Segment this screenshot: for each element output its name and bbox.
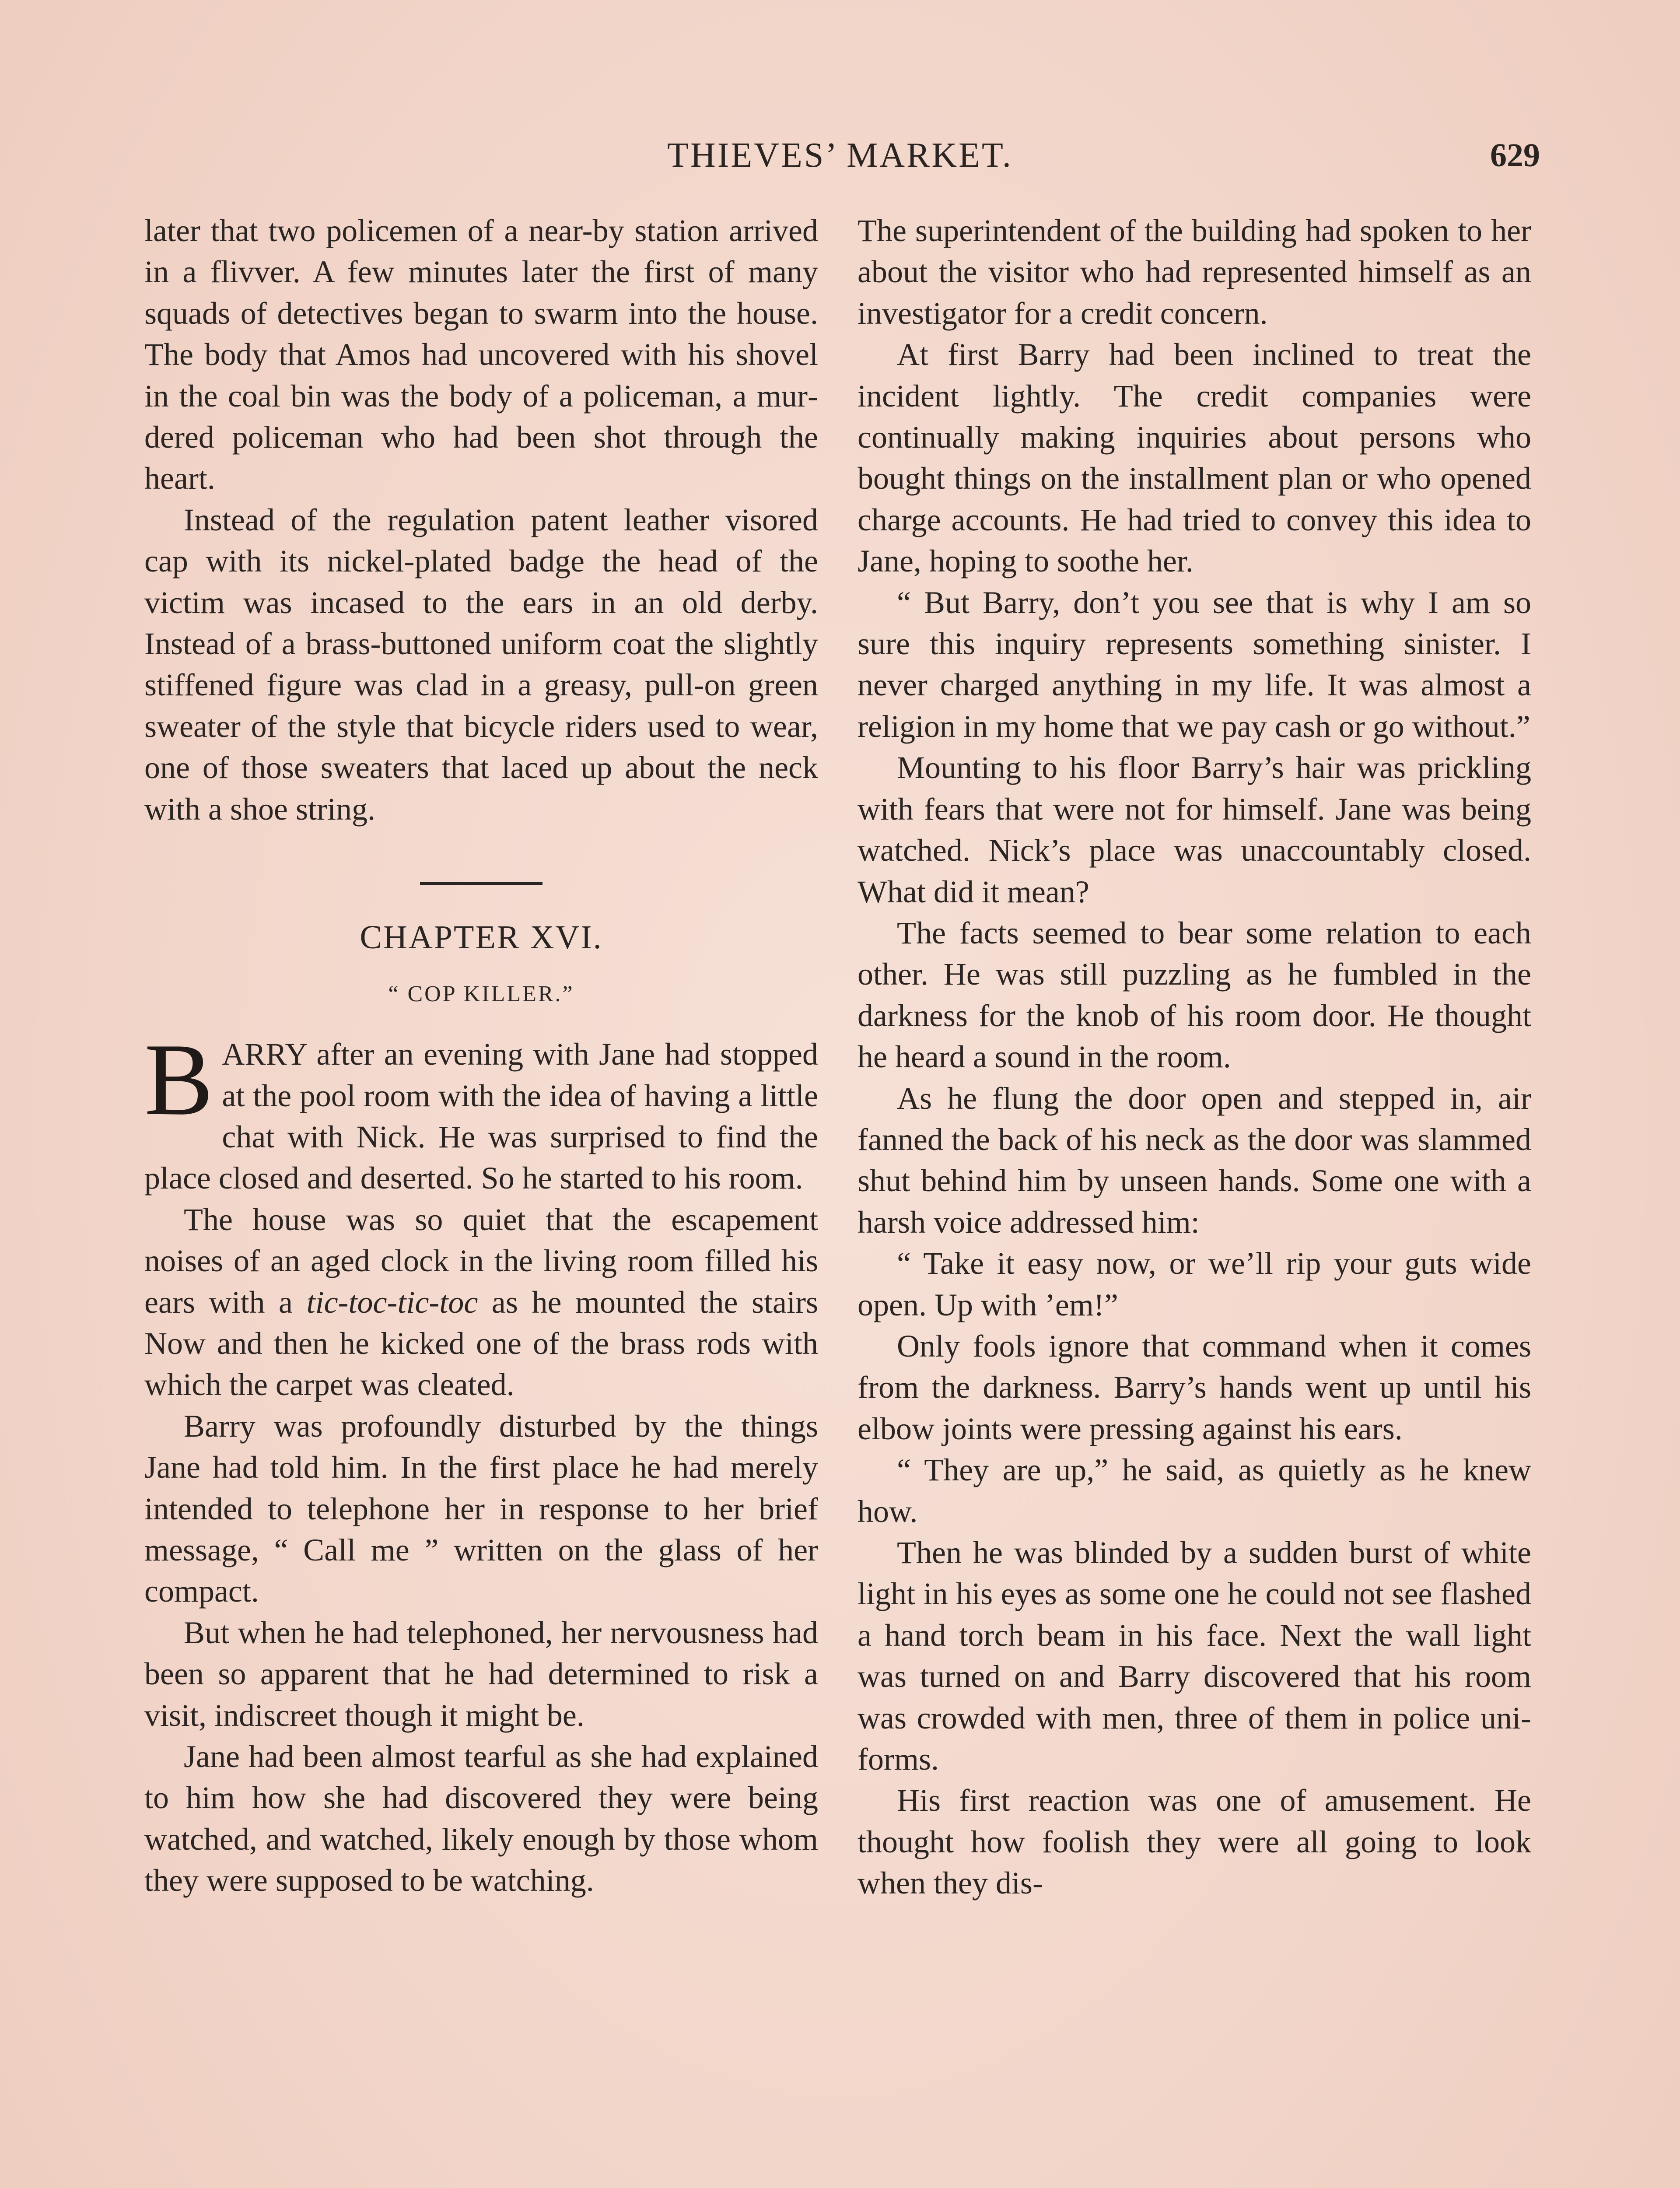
paragraph: Instead of the regulation patent leather visored cap with its nickel-plated badge the head of the victim was incased to the ears in an old derby. Instead of a brass-buttoned uniform coat the slightly stiffened figure was clad in a greasy, pull-on green sweater of the style that bicycle riders used to wear, one of those sweaters that laced up about the neck with a shoe string. [144, 502, 818, 827]
paragraph: later that two policemen of a near-by station arrived in a flivver. A few minutes later the first of many squads of detectives began to swarm into the house. The body that Amos had uncovered with his shovel in the coal bin was the body of a policeman, a murdered policeman who had been shot through the heart. [144, 213, 818, 496]
paragraph: Barry was profoundly disturbed by the things Jane had told him. In the first place he had merely intended to telephone her in response to her brief message, “ Call me ” written on the glass of her compact. [144, 1408, 818, 1609]
paragraph: “ They are up,” he said, as quietly as he knew how. [858, 1452, 1531, 1529]
paragraph: His first reaction was one of amusement. He thought how foolish they were all going to look when they dis- [858, 1783, 1531, 1901]
right-column [858, 210, 1531, 1904]
paragraph: Then he was blinded by a sudden burst of white light in his eyes as some one he could not see flashed a hand torch beam in his face. Next the wall light was turned on and Barry discovered that his room was crowded with men, three of them in police uniforms. [858, 1535, 1531, 1777]
page-number: 629 [1490, 137, 1540, 174]
paragraph: The superintendent of the building had spoken to her about the visitor who had represented himself as an investigator for a credit concern. [858, 213, 1531, 331]
running-title: THIEVES’ MARKET. [667, 136, 1013, 175]
paragraph-text: The house was so quiet that the escapement noises of an aged clock in the living room filled his ears with a [144, 1202, 818, 1320]
chapter-subtitle: “ COP KILLER.” [388, 982, 574, 1007]
drop-cap: B [144, 1023, 214, 1137]
paragraph: As he flung the door open and stepped in, air fanned the back of his neck as the door was slammed shut behind him by unseen hands. Some one with a harsh voice addressed him: [858, 1080, 1531, 1240]
paragraph [144, 1199, 818, 1406]
paragraph: The facts seemed to bear some relation to each other. He was still puzzling as he fumbled in the darkness for the knob of his room door. He thought he heard a sound in the room. [858, 915, 1531, 1075]
italic-text: tic-toc-tic-toc [306, 1284, 478, 1320]
paragraph-text: ARRY after an evening with Jane had stopped at the pool room with the idea of having a little chat with Nick. He was surprised to find the place closed and deserted. So he started to his room. [144, 1037, 818, 1196]
left-column [144, 210, 818, 1901]
chapter-opening-paragraph [144, 1023, 818, 1199]
paragraph: “ Take it easy now, or we’ll rip your guts wide open. Up with ’em!” [858, 1246, 1531, 1322]
paragraph: Jane had been almost tearful as she had explained to him how she had discovered they were being watched, and watched, likely enough by those whom they were supposed to be watching. [144, 1739, 818, 1898]
paragraph: But when he had telephoned, her nervousness had been so apparent that he had determined to risk a visit, indiscreet though it might be. [144, 1615, 818, 1733]
paragraph: Only fools ignore that command when it comes from the darkness. Barry’s hands went up until his elbow joints were pressing against his ears. [858, 1328, 1531, 1446]
running-head [0, 131, 1680, 179]
paragraph-text: as he mounted the stairs Now and then he kicked one of the brass rods with which the carpet was cleated. [144, 1284, 818, 1403]
paragraph: Mounting to his floor Barry’s hair was prickling with fears that were not for himself. Jane was being watched. Nick’s place was unaccountably closed. What did it mean? [858, 750, 1531, 909]
paragraph: At first Barry had been inclined to treat the incident lightly. The credit companies were continually making inquiries about persons who bought things on the installment plan or who opened charge accounts. He had tried to convey this idea to Jane, hoping to soothe her. [858, 337, 1531, 579]
paragraph: “ But Barry, don’t you see that is why I am so sure this inquiry represents something sinister. I never charged anything in my life. It was almost a religion in my home that we pay cash or go without.” [858, 585, 1531, 744]
chapter-heading: CHAPTER XVI. [360, 919, 603, 956]
section-divider [420, 882, 542, 885]
